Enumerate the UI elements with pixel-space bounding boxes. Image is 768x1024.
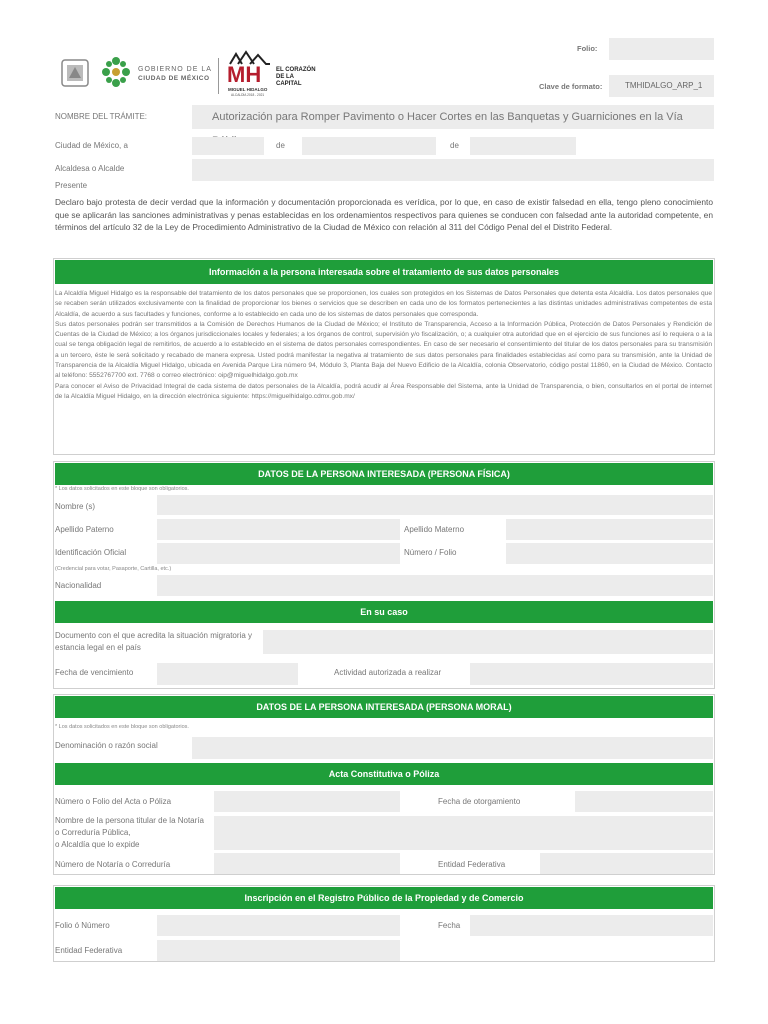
privacidad-title: Información a la persona interesada sobre el tratamiento de sus datos personales (55, 260, 713, 284)
notaria-label-2: o Correduría Pública, (55, 828, 131, 837)
ap-materno-field[interactable] (506, 519, 713, 540)
de-label-2: de (450, 141, 459, 150)
ap-paterno-field[interactable] (157, 519, 400, 540)
moral-obligatorio: * Los datos solicitados en este bloque son obligatorios. (55, 724, 189, 730)
alcaldesa-field[interactable] (192, 159, 714, 181)
documento-label-2: estancia legal en el país (55, 643, 141, 652)
acta-entidad-field[interactable] (540, 853, 713, 874)
nombre-label: Nombre (s) (55, 502, 96, 511)
notaria-label-3: o Alcaldía que lo expide (55, 840, 140, 849)
alcaldesa-label: Alcaldesa o Alcalde (55, 164, 125, 173)
tramite-field (192, 105, 714, 129)
notaria-label-1: Nombre de la persona titular de la Notaría (55, 816, 204, 825)
documento-field[interactable] (263, 630, 713, 654)
fisica-obligatorio: * Los datos solicitados en este bloque son obligatorios. (55, 486, 189, 492)
numero-folio-field[interactable] (506, 543, 713, 564)
clave-label: Clave de formato: (539, 82, 603, 91)
identificacion-label: Identificación Oficial (55, 548, 127, 557)
corazon-line-3: CAPITAL (276, 81, 302, 87)
acta-title: Acta Constitutiva o Póliza (55, 763, 713, 785)
nacionalidad-field[interactable] (157, 575, 713, 596)
registro-folio-field[interactable] (157, 915, 400, 936)
vencimiento-label: Fecha de vencimiento (55, 668, 134, 677)
corazon-line-1: EL CORAZÓN (276, 67, 316, 73)
denominacion-field[interactable] (192, 737, 713, 759)
privacidad-p3: Para conocer el Aviso de Privacidad Integral de cada sistema de datos personales de la Alcaldía, podrá acudir al Área Responsable del Sistema, ante la Unidad de Transparencia, o bien, consultarlos en el portal de internet de la Alcaldía Miguel Hidalgo, en la dirección electrónica siguiente: https://miguelhidalgo.cdmx.gob.mx/ (55, 382, 712, 400)
registro-entidad-field[interactable] (157, 940, 400, 961)
acta-entidad-label: Entidad Federativa (438, 860, 506, 869)
nombre-field[interactable] (157, 495, 713, 515)
privacidad-p2: Sus datos personales podrán ser transmitidos a la Comisión de Derechos Humanos de la Ciudad de México; el Instituto de Transparencia, Acceso a la Información Pública, Protección de Datos Personales y Rendición de Cuentas de la Ciudad de México; a los órganos jurisdiccionales locales y federales; a los órganos de control, supervisión y/o fiscalización, o; a cualquier otra autoridad que en el ejercicio de sus funciones así lo requiera o a la cual se tenga obligación legal de remitirlos, de acuerdo a lo establecido en el sistema de datos personales correspondientes. En caso de ser necesario el consentimiento del titular de los datos personales para su transmisión a un tercero, éste le será solicitado y recabado de manera expresa. Usted podrá manifestar la negativa al tratamiento de sus datos personales para finalidades establecidas así como para su transmisión, ante la Unidad de Transparencia de la Alcaldía Miguel Hidalgo, ubicada en Avenida Parque Lira número 94, Módulo 3, Planta Baja del Nuevo Edificio de la Alcaldía, colonia Observatorio, código postal 11860, en la Ciudad de México. Contacto al teléfono: 5552767700 ext. 7768 o correo electrónico: oip@miguelhidalgo.gob.mx (55, 320, 712, 380)
mh-logo-sub: MIGUEL HIDALGO (228, 87, 268, 92)
actividad-field[interactable] (470, 663, 713, 685)
ap-materno-label: Apellido Materno (404, 525, 465, 534)
notaria-field[interactable] (214, 816, 713, 850)
nacionalidad-label: Nacionalidad (55, 581, 102, 590)
vencimiento-field[interactable] (157, 663, 298, 685)
documento-label-1: Documento con el que acredita la situación migratoria y (55, 631, 252, 640)
registro-entidad-label: Entidad Federativa (55, 946, 123, 955)
mes-field[interactable] (302, 137, 436, 155)
fisica-title: DATOS DE LA PERSONA INTERESADA (PERSONA FÍSICA) (55, 463, 713, 485)
ensucaso-title: En su caso (55, 601, 713, 623)
moral-title: DATOS DE LA PERSONA INTERESADA (PERSONA MORAL) (55, 696, 713, 718)
actividad-label: Actividad autorizada a realizar (334, 668, 442, 677)
corazon-line-2: DE LA (276, 74, 294, 80)
dia-field[interactable] (192, 137, 264, 155)
privacidad-p1: La Alcaldía Miguel Hidalgo es la responsable del tratamiento de los datos personales que se proporcionen, los cuales son protegidos en los Sistemas de Datos Personales que detenta esta Alcaldía. Los datos personales que se recaben serán utilizados exclusivamente con la finalidad de proporcionar los bienes o servicios que se describen en cada uno de los formatos pertenecientes a las distintas unidades administrativas competentes de esta Alcaldía, de acuerdo a sus facultades y funciones, conforme a lo establecido en cada uno de los sistemas de datos personales que corresponda. (55, 290, 712, 318)
de-label-1: de (276, 141, 285, 150)
mh-logo-sub2: ALCALDÍA 2018 - 2021 (231, 93, 265, 97)
num-notaria-label: Número de Notaría o Correduría (55, 860, 171, 869)
gov-line-1: GOBIERNO DE LA (138, 66, 212, 73)
anio-field[interactable] (470, 137, 576, 155)
declaracion-text: Declaro bajo protesta de decir verdad que la información y documentación proporcionada es verídica, por lo que, en caso de existir falsedad en ella, tengo pleno conocimiento que se aplicarán las sanciones administrativas y penas establecidas en los ordenamientos respectivos para quienes se conducen con falsedad ante la autoridad competente, en términos del artículo 32 de la Ley de Procedimiento Administrativo de la Ciudad de México con relación al 311 del Código Penal del el Distrito Federal. (55, 197, 713, 232)
cdmx-flower-logo (101, 55, 131, 89)
tramite-value: Autorización para Romper Pavimento o Hacer Cortes en las Banquetas y Guarniciones en la Vía (212, 111, 683, 123)
clave-field (609, 75, 714, 97)
gov-line-2: CIUDAD DE MÉXICO (138, 75, 210, 82)
clave-value: TMHIDALGO_ARP_1 (625, 81, 703, 90)
mh-logo-letters: MH (227, 62, 262, 87)
identificacion-field[interactable] (157, 543, 400, 564)
credencial-note: (Credencial para votar, Pasaporte, Cartilla, etc.) (55, 566, 172, 572)
registro-fecha-field[interactable] (470, 915, 713, 936)
header-divider (218, 58, 219, 94)
registro-title: Inscripción en el Registro Público de la Propiedad y de Comercio (55, 887, 713, 909)
registro-fecha-label: Fecha (438, 921, 461, 930)
registro-folio-label: Folio ó Número (55, 921, 110, 930)
tramite-label: NOMBRE DEL TRÁMITE: (55, 112, 148, 121)
presente-label: Presente (55, 181, 88, 190)
fecha-otorgamiento-field[interactable] (575, 791, 713, 812)
acta-numero-field[interactable] (214, 791, 400, 812)
fecha-otorgamiento-label: Fecha de otorgamiento (438, 797, 521, 806)
denominacion-label: Denominación o razón social (55, 741, 158, 750)
privacidad-text (55, 289, 712, 402)
acta-numero-label: Número o Folio del Acta o Póliza (55, 797, 172, 806)
cdmx-shield-logo (60, 58, 90, 88)
ciudad-label: Ciudad de México, a (55, 141, 128, 150)
folio-field[interactable] (609, 38, 714, 60)
num-notaria-field[interactable] (214, 853, 400, 874)
folio-label: Folio: (577, 44, 598, 53)
numero-folio-label: Número / Folio (404, 548, 457, 557)
ap-paterno-label: Apellido Paterno (55, 525, 114, 534)
